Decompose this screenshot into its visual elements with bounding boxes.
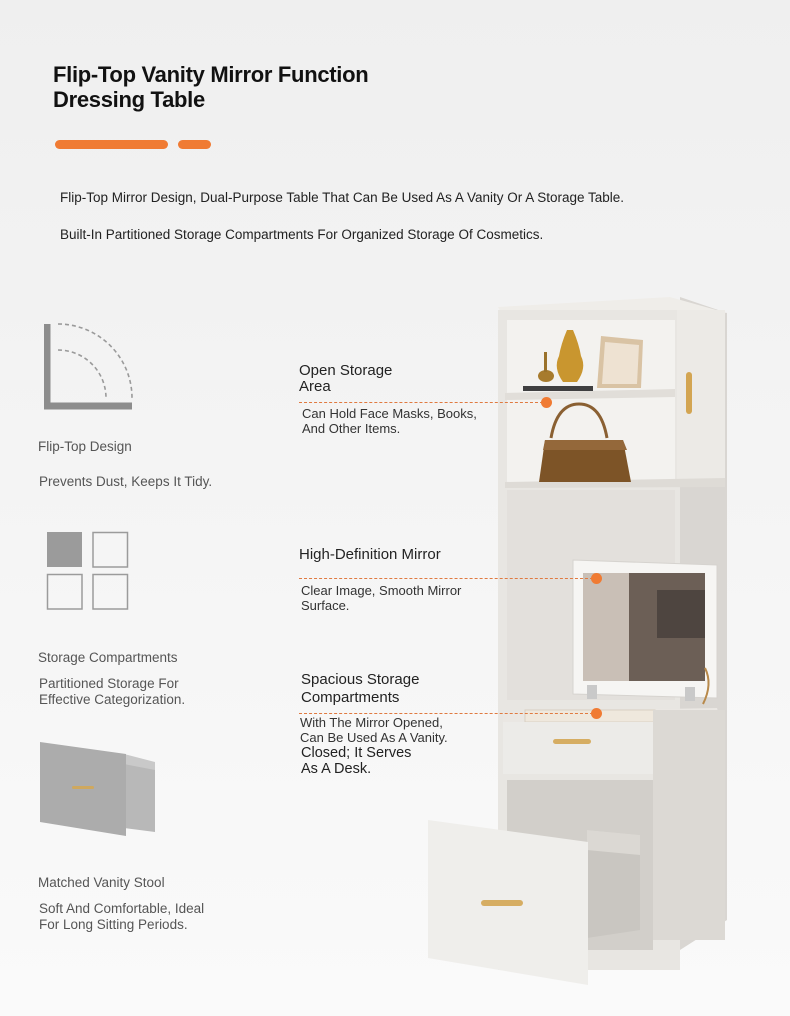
feature-desc-flip-top: Prevents Dust, Keeps It Tidy. (39, 474, 213, 489)
vanity-cabinet-illustration (425, 290, 735, 990)
callout-leader-open-storage (299, 402, 543, 403)
callout-title-open-storage: Open Storage Area (299, 362, 393, 395)
callout-title-compartments: Spacious Storage Compartments (301, 671, 420, 706)
callout-title-mirror: High-Definition Mirror (299, 546, 441, 563)
page-title: Flip-Top Vanity Mirror Function Dressing Table (53, 62, 369, 112)
accent-bar-long (55, 140, 168, 149)
callout-leader-compartments (299, 713, 593, 714)
callout-dot-open-storage (541, 397, 552, 408)
accent-bar-short (178, 140, 211, 149)
feature-title-flip-top: Flip-Top Design (38, 439, 132, 454)
feature-desc-stool: Soft And Comfortable, Ideal For Long Sitting Periods. (39, 901, 205, 932)
feature-desc-compartments: Partitioned Storage For Effective Categorization. (39, 676, 186, 707)
flip-top-icon (44, 320, 136, 412)
feature-title-stool: Matched Vanity Stool (38, 875, 165, 890)
callout-leader-mirror (299, 578, 593, 579)
callout-desc-open-storage: Can Hold Face Masks, Books, And Other Items. (302, 406, 477, 436)
callout-desc-compartments-large: Closed; It Serves As A Desk. (301, 745, 412, 777)
callout-desc-compartments-small: With The Mirror Opened, Can Be Used As A Vanity. (300, 715, 448, 745)
callout-desc-mirror: Clear Image, Smooth Mirror Surface. (301, 583, 462, 613)
stool-icon (38, 740, 158, 840)
feature-title-compartments: Storage Compartments (38, 650, 178, 665)
intro-line-1: Flip-Top Mirror Design, Dual-Purpose Table That Can Be Used As A Vanity Or A Storage Table. (60, 190, 625, 205)
callout-dot-compartments (591, 708, 602, 719)
callout-dot-mirror (591, 573, 602, 584)
compartments-grid-icon (46, 531, 130, 611)
intro-line-2: Built-In Partitioned Storage Compartments For Organized Storage Of Cosmetics. (60, 227, 544, 242)
